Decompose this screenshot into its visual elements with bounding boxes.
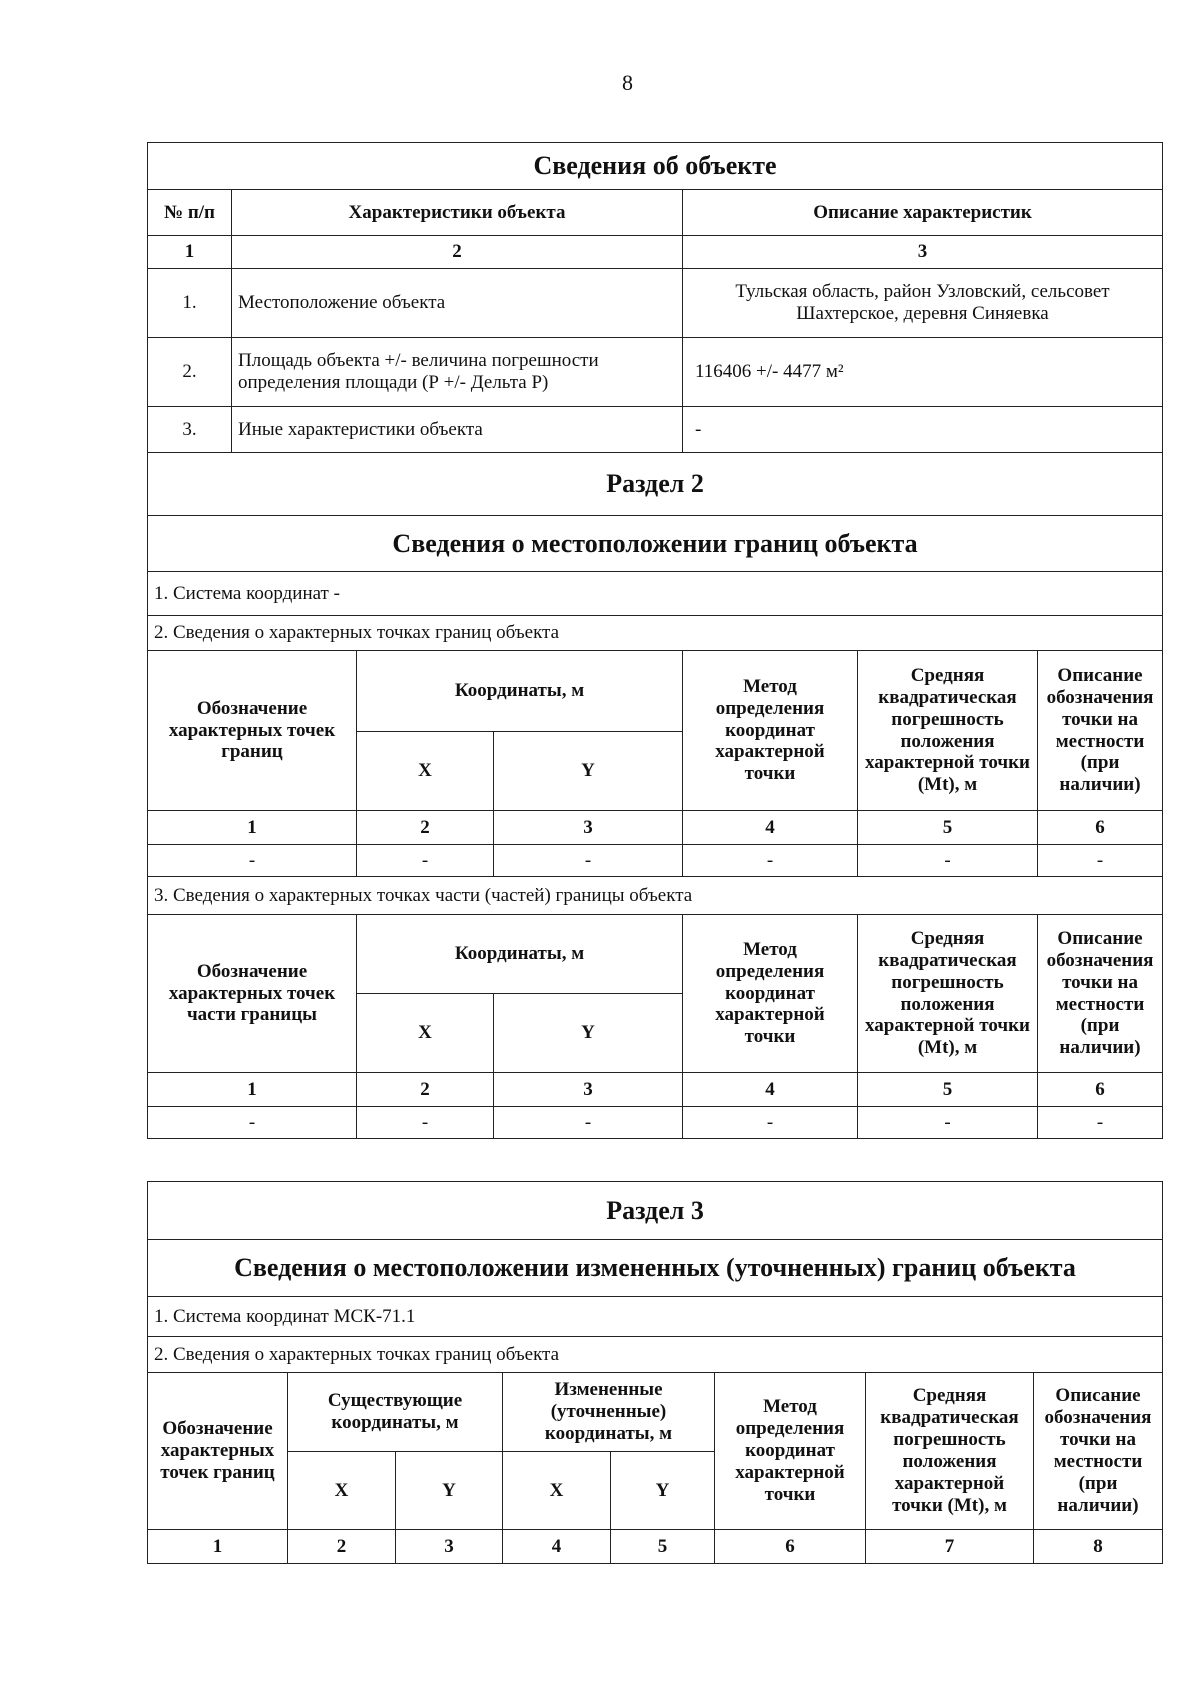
header-x: X	[357, 994, 494, 1073]
col-number: 5	[858, 811, 1038, 845]
col-number: 3	[683, 236, 1163, 269]
section3-points-title: 2. Сведения о характерных точках границ объекта	[148, 1337, 1163, 1373]
empty-cell: -	[1038, 1107, 1163, 1139]
col-number: 3	[396, 1530, 503, 1564]
page-number: 8	[622, 70, 633, 95]
empty-cell: -	[683, 845, 858, 877]
header-point-name: Обозначение характерных точек границ	[148, 651, 357, 811]
section2-title: Раздел 2	[148, 453, 1163, 516]
header-method: Метод определения координат характерной точки	[683, 915, 858, 1073]
table-row	[148, 407, 1163, 453]
header-y: Y	[494, 732, 683, 811]
header-y: Y	[494, 994, 683, 1073]
col-number: 2	[232, 236, 683, 269]
section2-subtitle: Сведения о местоположении границ объекта	[148, 516, 1163, 572]
empty-cell: -	[858, 1107, 1038, 1139]
section3-coord-system: 1. Система координат МСК-71.1	[148, 1297, 1163, 1337]
header-coords: Координаты, м	[357, 651, 683, 732]
section3-subtitle: Сведения о местоположении измененных (уточненных) границ объекта	[148, 1240, 1163, 1297]
empty-cell: -	[858, 845, 1038, 877]
row-description: -	[683, 407, 1163, 453]
section2-coord-system: 1. Система координат -	[148, 572, 1163, 616]
row-description: Тульская область, район Узловский, сельсовет Шахтерское, деревня Синяевка	[683, 269, 1163, 338]
header-num: № п/п	[148, 190, 232, 236]
table-row	[148, 1107, 1163, 1139]
table-row	[148, 338, 1163, 407]
header-characteristics: Характеристики объекта	[232, 190, 683, 236]
row-num: 1.	[148, 269, 232, 338]
table-row	[148, 845, 1163, 877]
table-row	[148, 269, 1163, 338]
header-point-description: Описание обозначения точки на местности (при наличии)	[1038, 915, 1163, 1073]
section3-table	[147, 1181, 1163, 1564]
col-number: 1	[148, 1530, 288, 1564]
empty-cell: -	[494, 845, 683, 877]
section3-title: Раздел 3	[148, 1182, 1163, 1240]
col-number: 1	[148, 236, 232, 269]
section2-parts-title: 3. Сведения о характерных точках части (частей) границы объекта	[148, 877, 1163, 915]
row-characteristic: Иные характеристики объекта	[232, 407, 683, 453]
row-description: 116406 +/- 4477 м²	[683, 338, 1163, 407]
col-number: 8	[1034, 1530, 1163, 1564]
col-number: 2	[357, 811, 494, 845]
col-number: 2	[288, 1530, 396, 1564]
header-error: Средняя квадратическая погрешность положения характерной точки (Mt), м	[866, 1373, 1034, 1530]
col-number: 1	[148, 1073, 357, 1107]
section2-points-title: 2. Сведения о характерных точках границ объекта	[148, 616, 1163, 651]
col-number: 3	[494, 811, 683, 845]
header-x: X	[357, 732, 494, 811]
header-error: Средняя квадратическая погрешность положения характерной точки (Mt), м	[858, 651, 1038, 811]
col-number: 6	[1038, 811, 1163, 845]
header-x: X	[503, 1452, 611, 1530]
col-number: 4	[683, 1073, 858, 1107]
empty-cell: -	[357, 845, 494, 877]
row-characteristic: Площадь объекта +/- величина погрешности определения площади (Р +/- Дельта Р)	[232, 338, 683, 407]
header-existing-coords: Существующие координаты, м	[288, 1373, 503, 1452]
col-number: 3	[494, 1073, 683, 1107]
row-num: 3.	[148, 407, 232, 453]
col-number: 1	[148, 811, 357, 845]
object-info-title: Сведения об объекте	[148, 143, 1163, 190]
header-point-name: Обозначение характерных точек границ	[148, 1373, 288, 1530]
row-characteristic: Местоположение объекта	[232, 269, 683, 338]
col-number: 5	[858, 1073, 1038, 1107]
header-method: Метод определения координат характерной точки	[683, 651, 858, 811]
header-description: Описание характеристик	[683, 190, 1163, 236]
header-y: Y	[396, 1452, 503, 1530]
header-y: Y	[611, 1452, 715, 1530]
col-number: 4	[683, 811, 858, 845]
header-x: X	[288, 1452, 396, 1530]
header-point-description: Описание обозначения точки на местности (при наличии)	[1038, 651, 1163, 811]
empty-cell: -	[148, 845, 357, 877]
col-number: 6	[1038, 1073, 1163, 1107]
header-error: Средняя квадратическая погрешность положения характерной точки (Mt), м	[858, 915, 1038, 1073]
header-method: Метод определения координат характерной точки	[715, 1373, 866, 1530]
empty-cell: -	[148, 1107, 357, 1139]
main-table	[147, 142, 1163, 1139]
row-num: 2.	[148, 338, 232, 407]
header-changed-coords: Измененные (уточненные) координаты, м	[503, 1373, 715, 1452]
col-number: 4	[503, 1530, 611, 1564]
col-number: 2	[357, 1073, 494, 1107]
header-point-name-part: Обозначение характерных точек части границы	[148, 915, 357, 1073]
empty-cell: -	[357, 1107, 494, 1139]
empty-cell: -	[683, 1107, 858, 1139]
col-number: 5	[611, 1530, 715, 1564]
col-number: 6	[715, 1530, 866, 1564]
col-number: 7	[866, 1530, 1034, 1564]
header-coords: Координаты, м	[357, 915, 683, 994]
empty-cell: -	[494, 1107, 683, 1139]
empty-cell: -	[1038, 845, 1163, 877]
header-point-description: Описание обозначения точки на местности (при наличии)	[1034, 1373, 1163, 1530]
